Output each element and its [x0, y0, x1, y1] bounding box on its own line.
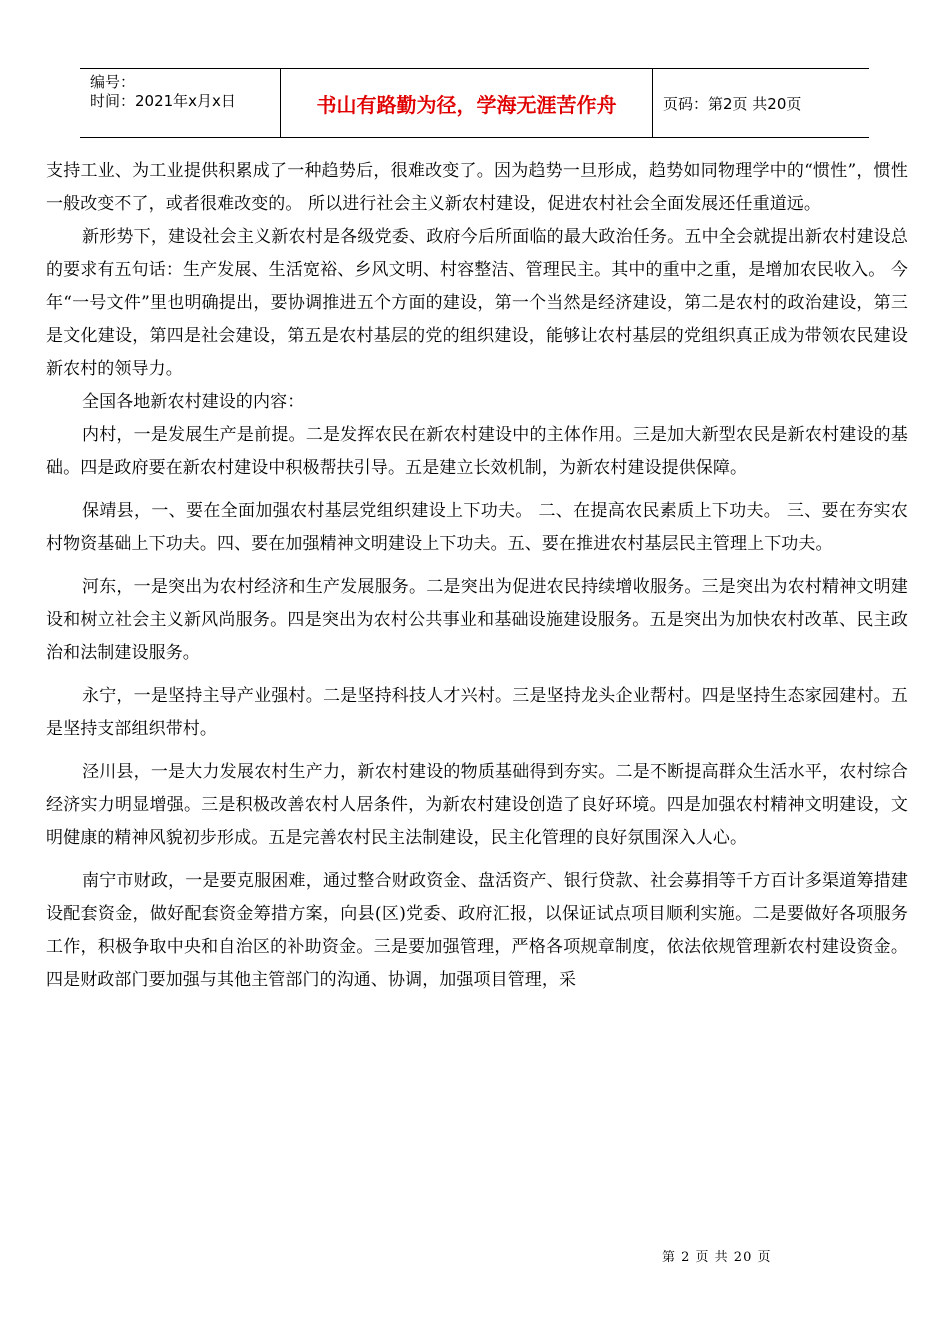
- paragraph: 永宁，一是坚持主导产业强村。二是坚持科技人才兴村。三是坚持龙头企业帮村。四是坚持生态家园建村。五是坚持支部组织带村。: [46, 686, 908, 739]
- paragraph: 保靖县，一、要在全面加强农村基层党组织建设上下功夫。 二、在提高农民素质上下功夫。 三、要在夯实农村物资基础上下功夫。四、要在加强精神文明建设上下功夫。五、要在推进农村基层民主管理上下功夫。: [46, 501, 908, 554]
- paragraph: 泾川县，一是大力发展农村生产力，新农村建设的物质基础得到夯实。二是不断提高群众生活水平，农村综合经济实力明显增强。三是积极改善农村人居条件，为新农村建设创造了良好环境。四是加强农村精神文明建设，文明健康的精神风貌初步形成。五是完善农村民主法制建设，民主化管理的良好氛围深入人心。: [46, 762, 908, 848]
- paragraph: 南宁市财政，一是要克服困难，通过整合财政资金、盘活资产、银行贷款、社会募捐等千方百计多渠道筹措建设配套资金，做好配套资金筹措方案，向县(区)党委、政府汇报，以保证试点项目顺利实施。二是要做好各项服务工作，积极争取中央和自治区的补助资金。三是要加强管理，严格各项规章制度，依法依规管理新农村建设资金。四是财政部门要加强与其他主管部门的沟通、协调，加强项目管理，采: [46, 871, 908, 990]
- document-body: [46, 155, 908, 997]
- paragraph: 全国各地新农村建设的内容：: [82, 392, 305, 412]
- document-number-label: 编号：: [90, 73, 136, 91]
- header-motto: 书山有路勤为径，学海无涯苦作舟: [281, 69, 653, 137]
- header-page-info: 页码：第2页 共20页: [663, 94, 802, 113]
- paragraph: 内村，一是发展生产是前提。二是发挥农民在新农村建设中的主体作用。三是加大新型农民是新农村建设的基础。四是政府要在新农村建设中积极帮扶引导。五是建立长效机制，为新农村建设提供保障。: [46, 425, 908, 478]
- page-footer: 第 2 页 共 20 页: [662, 1250, 772, 1265]
- paragraph: 河东，一是突出为农村经济和生产发展服务。二是突出为促进农民持续增收服务。三是突出为农村精神文明建设和树立社会主义新风尚服务。四是突出为农村公共事业和基础设施建设服务。五是突出为加快农村改革、民主政治和法制建设服务。: [46, 577, 908, 663]
- header-table: [80, 68, 869, 138]
- paragraph: 支持工业、为工业提供积累成了一种趋势后，很难改变了。因为趋势一旦形成，趋势如同物理学中的“惯性”，惯性一般改变不了，或者很难改变的。 所以进行社会主义新农村建设，促进农村社会全面发展还任重道远。: [46, 161, 908, 214]
- paragraph: 新形势下，建设社会主义新农村是各级党委、政府今后所面临的最大政治任务。五中全会就提出新农村建设总的要求有五句话：生产发展、生活宽裕、乡风文明、村容整洁、管理民主。其中的重中之重，是增加农民收入。 今年“一号文件”里也明确提出，要协调推进五个方面的建设，第一个当然是经济建设，第二是农村的政治建设，第三是文化建设，第四是社会建设，第五是农村基层的党的组织建设，能够让农村基层的党组织真正成为带领农民建设新农村的领导力。: [46, 227, 908, 379]
- header-meta-cell: [80, 69, 281, 137]
- document-date-label: 时间：2021年x月x日: [90, 92, 236, 110]
